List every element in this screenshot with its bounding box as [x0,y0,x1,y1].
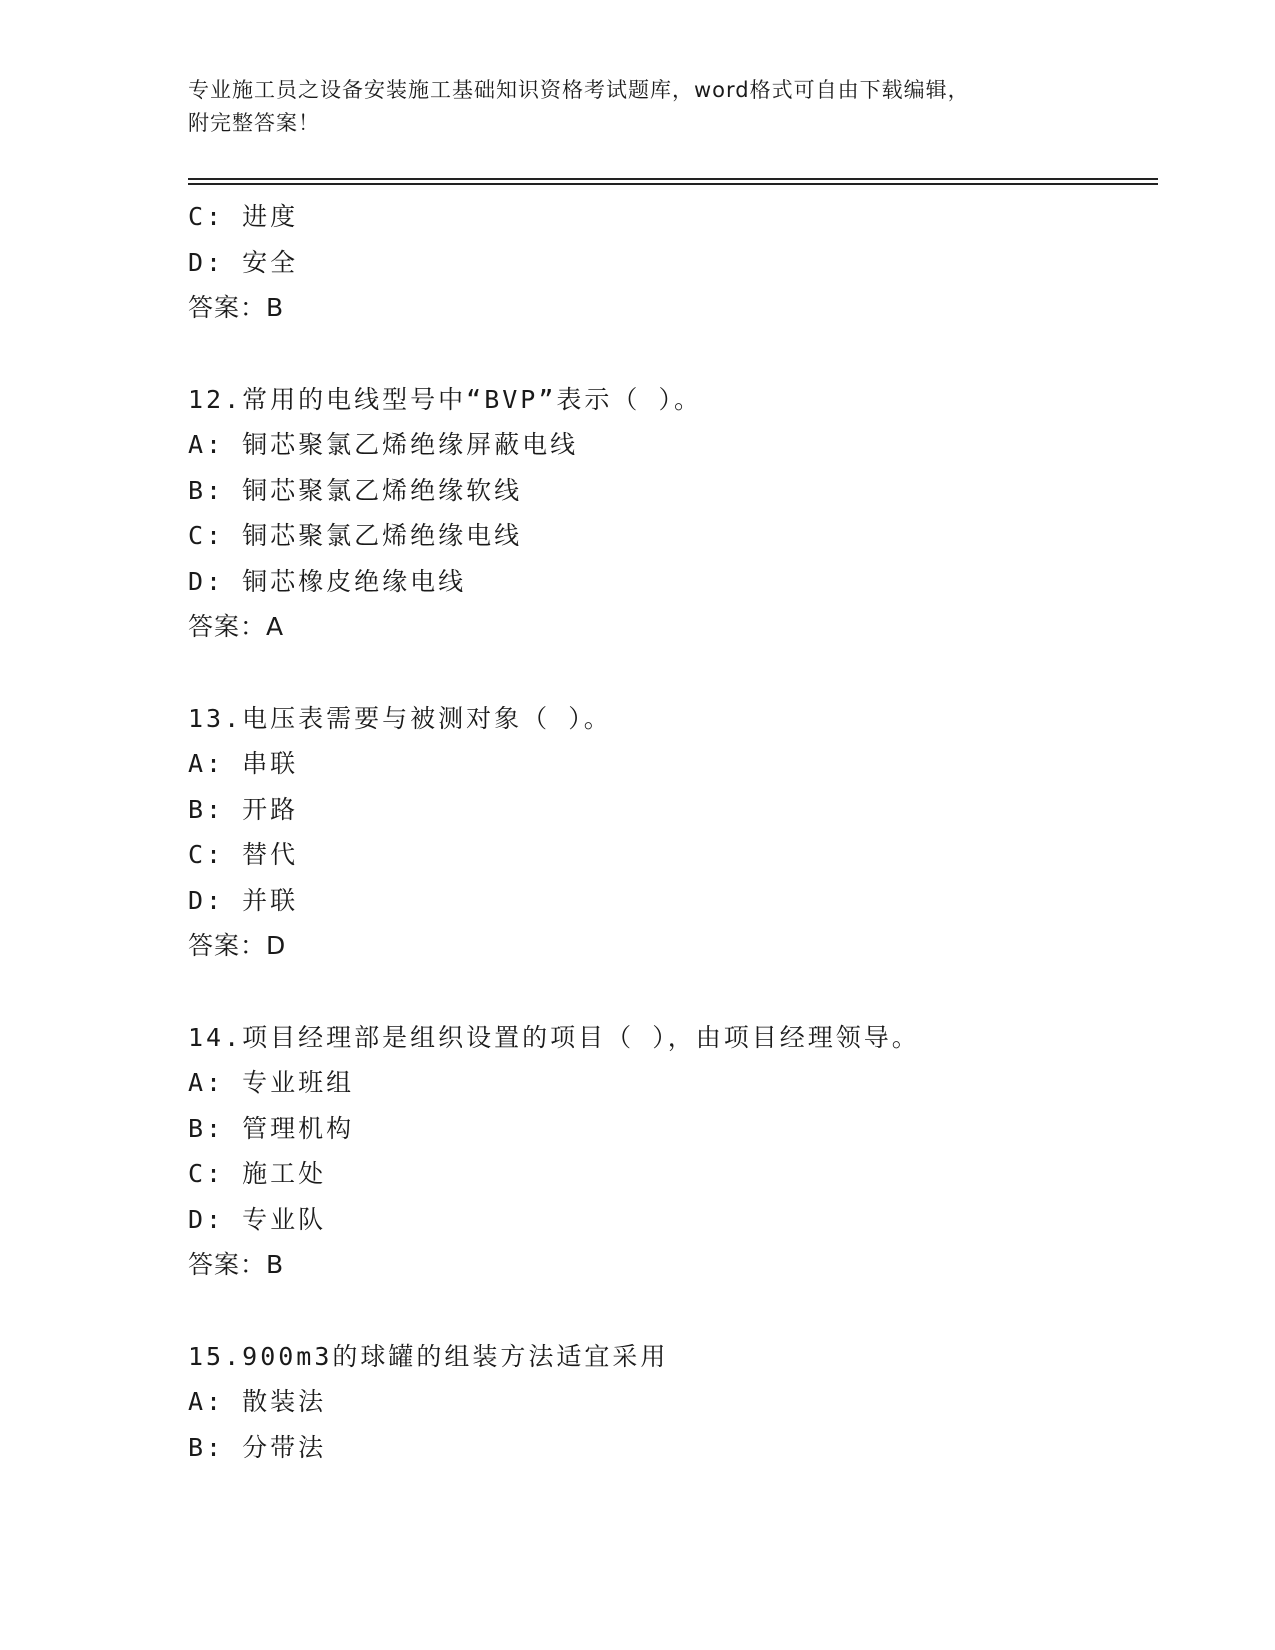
question-text: 14.项目经理部是组织设置的项目（ ），由项目经理领导。 [188,1022,920,1052]
header-line-1: 专业施工员之设备安装施工基础知识资格考试题库，word格式可自由下载编辑， [188,78,970,102]
header-rule-top [188,178,1158,180]
option-d: D: 专业队 [188,1204,327,1234]
header-line-2: 附完整答案！ [188,111,320,135]
question-text: 12.常用的电线型号中“BVP”表示（ ）。 [188,384,702,414]
question-block-partial [188,194,1148,331]
answer-line: 答案：A [188,612,285,641]
question-block-13 [188,696,1148,969]
option-b: B: 开路 [188,794,299,824]
option-a: A: 专业班组 [188,1068,355,1097]
question-text: 13.电压表需要与被测对象（ ）。 [188,703,612,733]
option-d: D: 并联 [188,885,299,915]
option-c: C: 进度 [188,202,299,231]
question-block-15 [188,1334,1148,1471]
option-a: A: 散装法 [188,1387,327,1416]
option-b: B: 管理机构 [188,1113,355,1143]
option-a: A: 串联 [188,749,299,778]
option-c: C: 替代 [188,840,299,869]
question-text: 15.900m3的球罐的组装方法适宜采用 [188,1341,669,1371]
option-c: C: 铜芯聚氯乙烯绝缘电线 [188,521,523,550]
document-header [188,74,1088,140]
answer-line: 答案：B [188,293,285,322]
option-a: A: 铜芯聚氯乙烯绝缘屏蔽电线 [188,430,579,459]
question-block-12 [188,377,1148,650]
answer-line: 答案：B [188,1250,285,1279]
header-rule-bottom [188,183,1158,185]
option-b: B: 铜芯聚氯乙烯绝缘软线 [188,475,523,505]
question-block-14 [188,1015,1148,1288]
question-list [188,194,1148,1470]
answer-line: 答案：D [188,931,287,960]
option-b: B: 分带法 [188,1432,327,1462]
option-d: D: 铜芯橡皮绝缘电线 [188,566,467,596]
option-d: D: 安全 [188,247,299,277]
option-c: C: 施工处 [188,1159,327,1188]
